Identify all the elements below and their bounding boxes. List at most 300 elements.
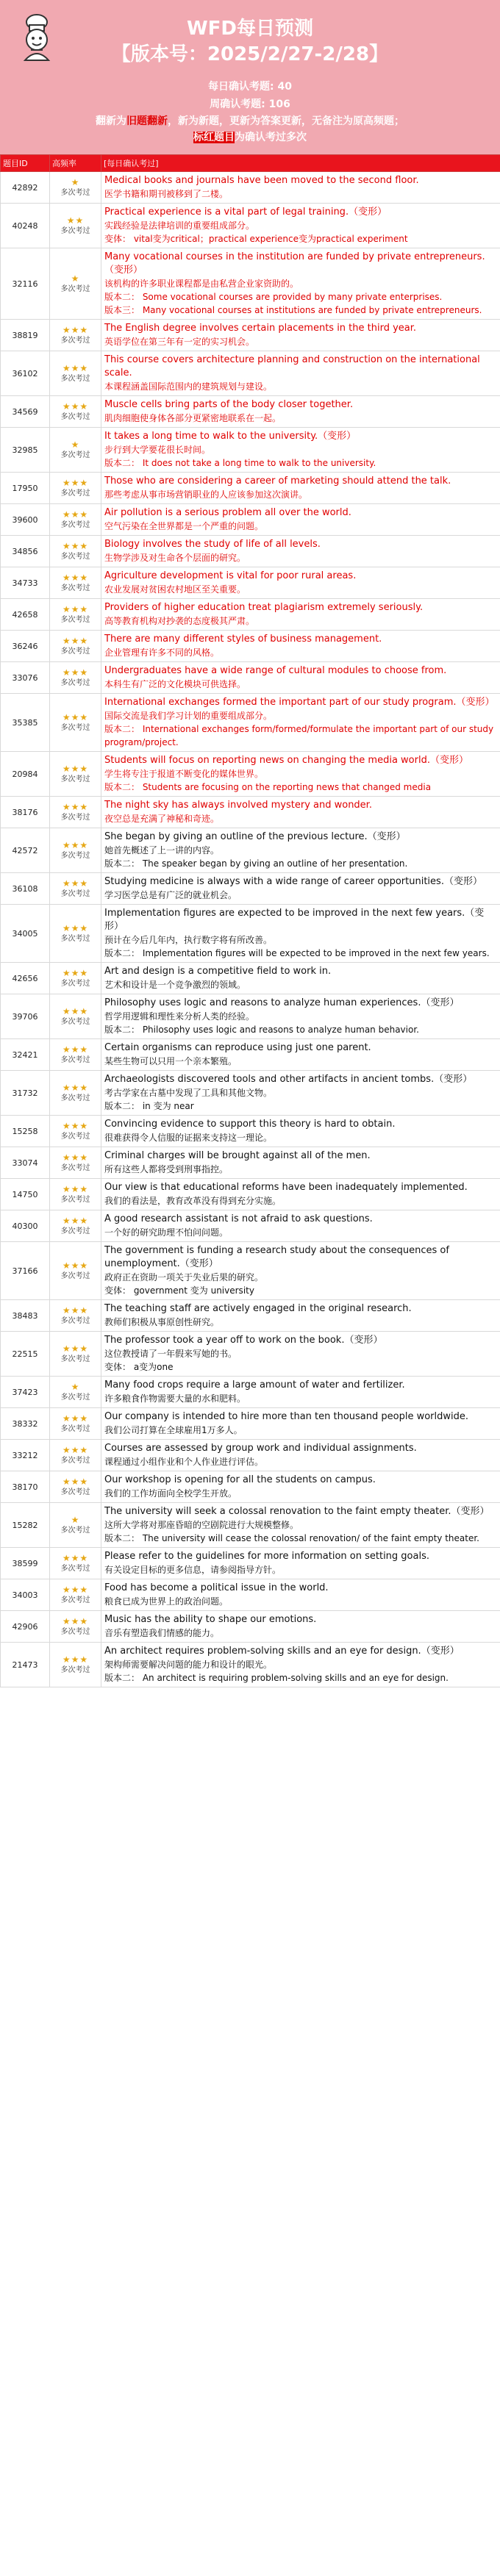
multi-tested-label: 多次考过 <box>60 679 90 687</box>
star-rating-icon: ★★★ <box>62 1553 89 1563</box>
sentence-line: 许多粮食作物需要大量的水和肥料。 <box>104 1393 246 1404</box>
sentence-cell <box>101 1242 500 1300</box>
frequency-cell <box>50 504 101 536</box>
star-rating-icon: ★★★ <box>62 968 89 978</box>
star-rating-icon: ★★★ <box>62 636 89 646</box>
question-id: 33076 <box>1 662 50 694</box>
sentence-line: 肌肉细胞使身体各部分更紧密地联系在一起。 <box>104 413 282 423</box>
sentence-cell <box>101 797 500 828</box>
multi-tested-label: 多次考过 <box>60 1317 90 1325</box>
sentence-line: 版本二： Philosophy uses logic and reasons to analyze human behavior. <box>104 1025 419 1035</box>
frequency-cell <box>50 1039 101 1071</box>
table-row <box>1 1332 500 1377</box>
question-id: 32116 <box>1 248 50 320</box>
question-id: 32985 <box>1 428 50 473</box>
question-id: 34003 <box>1 1579 50 1611</box>
star-rating-icon: ★★★ <box>62 1445 89 1455</box>
table-row <box>1 662 500 694</box>
question-id: 36102 <box>1 351 50 396</box>
frequency-cell <box>50 1611 101 1643</box>
star-rating-icon: ★ <box>71 1382 80 1392</box>
table-row <box>1 1039 500 1071</box>
star-rating-icon: ★★★ <box>62 764 89 774</box>
question-id: 36246 <box>1 631 50 662</box>
sentence-cell <box>101 320 500 351</box>
sentence-cell <box>101 172 500 204</box>
star-rating-icon: ★★★ <box>62 401 89 412</box>
sentence-cell <box>101 1332 500 1377</box>
table-header-row <box>1 155 500 172</box>
multi-tested-label: 多次考过 <box>60 724 90 732</box>
table-row <box>1 873 500 905</box>
header-level: 高频率 <box>50 155 101 172</box>
chef-mascot-icon <box>15 12 59 63</box>
sentence-line: 本科生有广泛的文化模块可供选择。 <box>104 679 246 689</box>
sentence-english: Philosophy uses logic and reasons to analyze human experiences.（变形） <box>104 997 460 1008</box>
multi-tested-label: 多次考过 <box>60 1094 90 1102</box>
sentence-cell <box>101 631 500 662</box>
star-rating-icon: ★★★ <box>62 1343 89 1354</box>
multi-tested-label: 多次考过 <box>60 1628 90 1636</box>
sentence-cell <box>101 1579 500 1611</box>
multi-tested-label: 多次考过 <box>60 980 90 988</box>
question-id: 20984 <box>1 752 50 797</box>
question-id: 37423 <box>1 1377 50 1408</box>
legend-mid: ，新为新题，更新为答案更新，无备注为原高频题； <box>168 115 404 127</box>
table-row <box>1 1071 500 1116</box>
sentence-cell <box>101 1116 500 1147</box>
sentence-line: 某些生物可以只用一个亲本繁殖。 <box>104 1056 238 1066</box>
frequency-cell <box>50 828 101 873</box>
question-id: 33074 <box>1 1147 50 1179</box>
sentence-english: The teaching staff are actively engaged in the original research. <box>104 1303 412 1314</box>
sentence-line: 英语学位在第三年有一定的实习机会。 <box>104 337 255 347</box>
sentence-cell <box>101 1611 500 1643</box>
multi-tested-label: 多次考过 <box>60 337 90 345</box>
sentence-english: Courses are assessed by group work and individual assignments. <box>104 1443 417 1454</box>
sentence-english: Muscle cells bring parts of the body closer together. <box>104 399 354 410</box>
multi-tested-label: 多次考过 <box>60 375 90 383</box>
sentence-line: 考古学家在古墓中发现了工具和其他文物。 <box>104 1088 273 1098</box>
question-id: 31732 <box>1 1071 50 1116</box>
star-rating-icon: ★★★ <box>62 363 89 373</box>
multi-tested-label: 多次考过 <box>60 1596 90 1604</box>
sentence-line: 架构师需要解决问题的能力和设计的眼光。 <box>104 1660 273 1670</box>
frequency-cell <box>50 797 101 828</box>
frequency-cell <box>50 1332 101 1377</box>
table-row <box>1 1611 500 1643</box>
table-row <box>1 1377 500 1408</box>
star-rating-icon: ★★★ <box>62 478 89 488</box>
sentence-english: Our company is intended to hire more than ten thousand people worldwide. <box>104 1411 469 1422</box>
question-id: 40300 <box>1 1210 50 1242</box>
multi-tested-label: 多次考过 <box>60 1457 90 1465</box>
sentence-cell <box>101 248 500 320</box>
sentence-cell <box>101 1548 500 1579</box>
frequency-cell <box>50 428 101 473</box>
sentence-line: 所有这些人都将受到刑事指控。 <box>104 1164 229 1174</box>
question-id: 38170 <box>1 1471 50 1503</box>
weekly-count: 周确认考题: 106 <box>210 98 290 110</box>
header-id: 题目ID <box>1 155 50 172</box>
star-rating-icon: ★★★ <box>62 325 89 335</box>
frequency-cell <box>50 1548 101 1579</box>
legend-end: 为确认考过多次 <box>235 132 307 143</box>
star-rating-icon: ★★★ <box>62 1184 89 1194</box>
sentence-line: 本课程涵盖国际范围内的建筑规划与建设。 <box>104 381 273 392</box>
star-rating-icon: ★★★ <box>62 1121 89 1131</box>
sentence-cell <box>101 1147 500 1179</box>
question-id: 32421 <box>1 1039 50 1071</box>
sentence-line: 我们公司打算在全球雇用1万多人。 <box>104 1425 243 1435</box>
sentence-line: 版本二： The university will cease the colossal renovation/ of the faint empty theater. <box>104 1533 479 1543</box>
frequency-cell <box>50 204 101 248</box>
star-rating-icon: ★ <box>71 1515 80 1525</box>
question-id: 42906 <box>1 1611 50 1643</box>
table-row <box>1 428 500 473</box>
sentence-cell <box>101 1210 500 1242</box>
table-row <box>1 351 500 396</box>
sentence-cell <box>101 504 500 536</box>
sentence-line: 很难获得令人信服的证据来支持这一理论。 <box>104 1133 273 1143</box>
multi-tested-label: 多次考过 <box>60 584 90 592</box>
star-rating-icon: ★★★ <box>62 840 89 850</box>
frequency-cell <box>50 1071 101 1116</box>
sentence-line: 空气污染在全世界都是一个严重的问题。 <box>104 521 264 531</box>
sentence-cell <box>101 905 500 963</box>
sentence-english: Studying medicine is always with a wide range of career opportunities.（变形） <box>104 876 482 887</box>
sentence-line: 变体： a变为one <box>104 1362 174 1372</box>
frequency-cell <box>50 536 101 567</box>
star-rating-icon: ★★★ <box>62 1083 89 1093</box>
sentence-english: Air pollution is a serious problem all over the world. <box>104 507 351 518</box>
table-row <box>1 1300 500 1332</box>
star-rating-icon: ★★★ <box>62 1152 89 1163</box>
sentence-line: 版本二： It does not take a long time to walk to the university. <box>104 458 376 468</box>
frequency-cell <box>50 1242 101 1300</box>
frequency-cell <box>50 905 101 963</box>
table-row <box>1 828 500 873</box>
question-id: 38332 <box>1 1408 50 1440</box>
sentence-english: This course covers architecture planning and construction on the international scale. <box>104 354 480 378</box>
sentence-cell <box>101 536 500 567</box>
multi-tested-label: 多次考过 <box>60 890 90 898</box>
frequency-cell <box>50 631 101 662</box>
table-body <box>1 172 500 1687</box>
frequency-cell <box>50 1440 101 1471</box>
sentence-english: A good research assistant is not afraid to ask questions. <box>104 1213 373 1224</box>
sentence-cell <box>101 828 500 873</box>
sentence-line: 教师们积极从事原创性研究。 <box>104 1317 220 1327</box>
multi-tested-label: 多次考过 <box>60 1355 90 1363</box>
sentence-cell <box>101 662 500 694</box>
sentence-line: 版本二： An architect is requiring problem-solving skills and an eye for design. <box>104 1673 449 1683</box>
question-id: 14750 <box>1 1179 50 1210</box>
sentence-line: 农业发展对贫困农村地区至关重要。 <box>104 584 246 595</box>
frequency-cell <box>50 320 101 351</box>
frequency-cell <box>50 396 101 428</box>
star-rating-icon: ★★ <box>66 215 85 226</box>
multi-tested-label: 多次考过 <box>60 1425 90 1433</box>
multi-tested-label: 多次考过 <box>60 616 90 624</box>
sentence-line: 版本二： Implementation figures will be expected to be improved in the next few years. <box>104 948 490 958</box>
sentence-line: 她首先概述了上一讲的内容。 <box>104 845 220 855</box>
sentence-cell <box>101 351 500 396</box>
multi-tested-label: 多次考过 <box>60 1133 90 1141</box>
sentence-line: 版本二： Some vocational courses are provided by many private enterprises. <box>104 292 443 302</box>
frequency-cell <box>50 248 101 320</box>
multi-tested-label: 多次考过 <box>60 1272 90 1280</box>
sentence-english: The university will seek a colossal renovation to the faint empty theater.（变形） <box>104 1506 490 1517</box>
frequency-cell <box>50 599 101 631</box>
sentence-line: 那些考虑从事市场营销职业的人应该参加这次演讲。 <box>104 489 308 500</box>
multi-tested-label: 多次考过 <box>60 1164 90 1172</box>
sentence-line: 政府正在资助一项关于失业后果的研究。 <box>104 1272 264 1282</box>
sentence-cell <box>101 473 500 504</box>
sentence-line: 变体： vital变为critical；practical experience变为practical experiment <box>104 234 408 244</box>
table-row <box>1 994 500 1039</box>
sentence-english: Medical books and journals have been moved to the second floor. <box>104 175 419 186</box>
sentence-cell <box>101 428 500 473</box>
sentence-english: Undergraduates have a wide range of cultural modules to choose from. <box>104 665 447 676</box>
question-id: 34733 <box>1 567 50 599</box>
sentence-english: She began by giving an outline of the previous lecture.（变形） <box>104 831 406 842</box>
multi-tested-label: 多次考过 <box>60 1393 90 1402</box>
question-id: 36108 <box>1 873 50 905</box>
sentence-line: 实践经验是法律培训的重要组成部分。 <box>104 220 255 231</box>
sentence-line: 我们的看法是，教育改革没有得到充分实施。 <box>104 1196 282 1206</box>
daily-count: 每日确认考题: 40 <box>208 81 292 93</box>
table-row <box>1 1179 500 1210</box>
star-rating-icon: ★ <box>71 273 80 284</box>
question-id: 34005 <box>1 905 50 963</box>
star-rating-icon: ★★★ <box>62 1616 89 1626</box>
multi-tested-label: 多次考过 <box>60 1196 90 1204</box>
frequency-cell <box>50 351 101 396</box>
sentence-cell <box>101 1471 500 1503</box>
sentence-line: 版本二： International exchanges form/formed/formulate the important part of our study program/project. <box>104 724 494 747</box>
multi-tested-label: 多次考过 <box>60 285 90 293</box>
sentence-english: Providers of higher education treat plagiarism extremely seriously. <box>104 602 424 613</box>
sentence-english: Please refer to the guidelines for more information on setting goals. <box>104 1551 429 1562</box>
table-row <box>1 797 500 828</box>
frequency-cell <box>50 873 101 905</box>
question-id: 39706 <box>1 994 50 1039</box>
sentence-cell <box>101 963 500 994</box>
table-row <box>1 320 500 351</box>
multi-tested-label: 多次考过 <box>60 227 90 235</box>
multi-tested-label: 多次考过 <box>60 935 90 943</box>
sentence-cell <box>101 1440 500 1471</box>
sentence-line: 高等教育机构对抄袭的态度极其严肃。 <box>104 616 255 626</box>
question-id: 15258 <box>1 1116 50 1147</box>
multi-tested-label: 多次考过 <box>60 852 90 860</box>
question-id: 38483 <box>1 1300 50 1332</box>
sentence-line: 这位教授请了一年假来写她的书。 <box>104 1349 238 1359</box>
table-row <box>1 963 500 994</box>
question-id: 34856 <box>1 536 50 567</box>
sentence-cell <box>101 1408 500 1440</box>
sentence-line: 哲学用逻辑和理性来分析人类的经验。 <box>104 1011 255 1022</box>
sentence-line: 这所大学将对那座昏暗的空剧院进行大规模整修。 <box>104 1520 299 1530</box>
multi-tested-label: 多次考过 <box>60 413 90 421</box>
multi-tested-label: 多次考过 <box>60 814 90 822</box>
sentence-line: 版本三： Many vocational courses at institutions are funded by private entrepreneurs. <box>104 305 482 315</box>
table-row <box>1 1503 500 1548</box>
header-banner <box>0 0 500 154</box>
sentence-english: Food has become a political issue in the world. <box>104 1582 329 1593</box>
table-row <box>1 631 500 662</box>
multi-tested-label: 多次考过 <box>60 1666 90 1674</box>
sentence-cell <box>101 694 500 752</box>
multi-tested-label: 多次考过 <box>60 189 90 197</box>
multi-tested-label: 多次考过 <box>60 775 90 783</box>
star-rating-icon: ★★★ <box>62 1305 89 1316</box>
question-id: 38599 <box>1 1548 50 1579</box>
question-id: 42658 <box>1 599 50 631</box>
sentence-english: Convincing evidence to support this theory is hard to obtain. <box>104 1119 396 1130</box>
frequency-cell <box>50 752 101 797</box>
sentence-cell <box>101 396 500 428</box>
question-id: 17950 <box>1 473 50 504</box>
sentence-cell <box>101 1179 500 1210</box>
question-id: 42656 <box>1 963 50 994</box>
frequency-cell <box>50 1377 101 1408</box>
sentence-english: The night sky has always involved mystery and wonder. <box>104 800 372 811</box>
table-row <box>1 1408 500 1440</box>
multi-tested-label: 多次考过 <box>60 1526 90 1535</box>
sentence-english: The professor took a year off to work on the book.（变形） <box>104 1335 383 1346</box>
star-rating-icon: ★★★ <box>62 541 89 551</box>
star-rating-icon: ★★★ <box>62 509 89 520</box>
star-rating-icon: ★★★ <box>62 923 89 933</box>
multi-tested-label: 多次考过 <box>60 1565 90 1573</box>
legend-note <box>0 113 500 146</box>
table-row <box>1 1643 500 1687</box>
sentence-cell <box>101 1377 500 1408</box>
sentence-english: Criminal charges will be brought against all of the men. <box>104 1150 371 1161</box>
sentence-english: Many food crops require a large amount of water and fertilizer. <box>104 1380 405 1391</box>
table-row <box>1 1147 500 1179</box>
star-rating-icon: ★★★ <box>62 1260 89 1271</box>
table-row <box>1 694 500 752</box>
frequency-cell <box>50 1147 101 1179</box>
sentence-line: 学习医学总是有广泛的就业机会。 <box>104 890 238 900</box>
star-rating-icon: ★ <box>71 177 80 187</box>
frequency-cell <box>50 1579 101 1611</box>
frequency-cell <box>50 567 101 599</box>
frequency-cell <box>50 172 101 204</box>
legend-mark: 标红题目 <box>193 132 235 143</box>
sentence-line: 该机构的许多职业课程都是由私营企业家资助的。 <box>104 279 299 289</box>
table-row <box>1 1210 500 1242</box>
frequency-cell <box>50 1210 101 1242</box>
question-id: 37166 <box>1 1242 50 1300</box>
legend-pre: 翻新为 <box>96 115 126 127</box>
sentence-line: 企业管理有许多不同的风格。 <box>104 647 220 658</box>
multi-tested-label: 多次考过 <box>60 1018 90 1026</box>
multi-tested-label: 多次考过 <box>60 1488 90 1496</box>
sentence-english: Art and design is a competitive field to work in. <box>104 966 332 977</box>
table-row <box>1 172 500 204</box>
sentence-cell <box>101 1503 500 1548</box>
sentence-line: 我们的工作坊面向全校学生开放。 <box>104 1488 238 1499</box>
star-rating-icon: ★★★ <box>62 712 89 722</box>
sentence-line: 变体： government 变为 university <box>104 1285 254 1296</box>
frequency-cell <box>50 662 101 694</box>
sentence-line: 一个好的研究助理不怕问问题。 <box>104 1227 229 1238</box>
table-row <box>1 567 500 599</box>
star-rating-icon: ★★★ <box>62 573 89 583</box>
legend-red-text: 旧题翻新 <box>126 115 168 127</box>
question-id: 21473 <box>1 1643 50 1687</box>
frequency-cell <box>50 694 101 752</box>
question-id: 22515 <box>1 1332 50 1377</box>
sentence-cell <box>101 1039 500 1071</box>
question-id: 15282 <box>1 1503 50 1548</box>
table-row <box>1 1116 500 1147</box>
table-row <box>1 599 500 631</box>
star-rating-icon: ★★★ <box>62 667 89 678</box>
table-row <box>1 504 500 536</box>
sentence-line: 夜空总是充满了神秘和奇迹。 <box>104 814 220 824</box>
sentence-cell <box>101 1071 500 1116</box>
question-id: 34569 <box>1 396 50 428</box>
star-rating-icon: ★★★ <box>62 878 89 889</box>
question-id: 33212 <box>1 1440 50 1471</box>
sentence-cell <box>101 204 500 248</box>
table-row <box>1 473 500 504</box>
sentence-english: It takes a long time to walk to the university.（变形） <box>104 431 357 442</box>
question-id: 39600 <box>1 504 50 536</box>
question-id: 38176 <box>1 797 50 828</box>
sentence-english: There are many different styles of business management. <box>104 634 382 645</box>
star-rating-icon: ★★★ <box>62 604 89 614</box>
star-rating-icon: ★★★ <box>62 1413 89 1424</box>
sentence-cell <box>101 1300 500 1332</box>
question-id: 42572 <box>1 828 50 873</box>
frequency-cell <box>50 473 101 504</box>
sentence-english: Students will focus on reporting news on changing the media world.（变形） <box>104 755 468 766</box>
sentence-cell <box>101 873 500 905</box>
question-id: 38819 <box>1 320 50 351</box>
table-row <box>1 905 500 963</box>
table-row <box>1 396 500 428</box>
sentence-line: 课程通过小组作业和个人作业进行评估。 <box>104 1457 264 1467</box>
sentence-english: The government is funding a research study about the consequences of unemployment.（变形） <box>104 1245 449 1269</box>
frequency-cell <box>50 1643 101 1687</box>
sentence-english: Music has the ability to shape our emotions. <box>104 1614 317 1625</box>
multi-tested-label: 多次考过 <box>60 489 90 498</box>
sentence-english: An architect requires problem-solving skills and an eye for design.（变形） <box>104 1646 460 1657</box>
multi-tested-label: 多次考过 <box>60 451 90 459</box>
star-rating-icon: ★★★ <box>62 1477 89 1487</box>
star-rating-icon: ★★★ <box>62 802 89 812</box>
sentence-english: Archaeologists discovered tools and other artifacts in ancient tombs.（变形） <box>104 1074 473 1085</box>
multi-tested-label: 多次考过 <box>60 1227 90 1235</box>
sentence-line: 粮食已成为世界上的政治问题。 <box>104 1596 229 1607</box>
frequency-cell <box>50 1116 101 1147</box>
sentence-cell <box>101 599 500 631</box>
page-title: WFD每日预测 <box>186 18 314 40</box>
sentence-line: 生物学涉及对生命各个层面的研究。 <box>104 553 246 563</box>
sentence-english: The English degree involves certain placements in the third year. <box>104 323 417 334</box>
frequency-cell <box>50 1179 101 1210</box>
table-row <box>1 1440 500 1471</box>
star-rating-icon: ★★★ <box>62 1006 89 1016</box>
question-table <box>0 154 500 1687</box>
sentence-english: Practical experience is a vital part of legal training.（变形） <box>104 207 388 218</box>
